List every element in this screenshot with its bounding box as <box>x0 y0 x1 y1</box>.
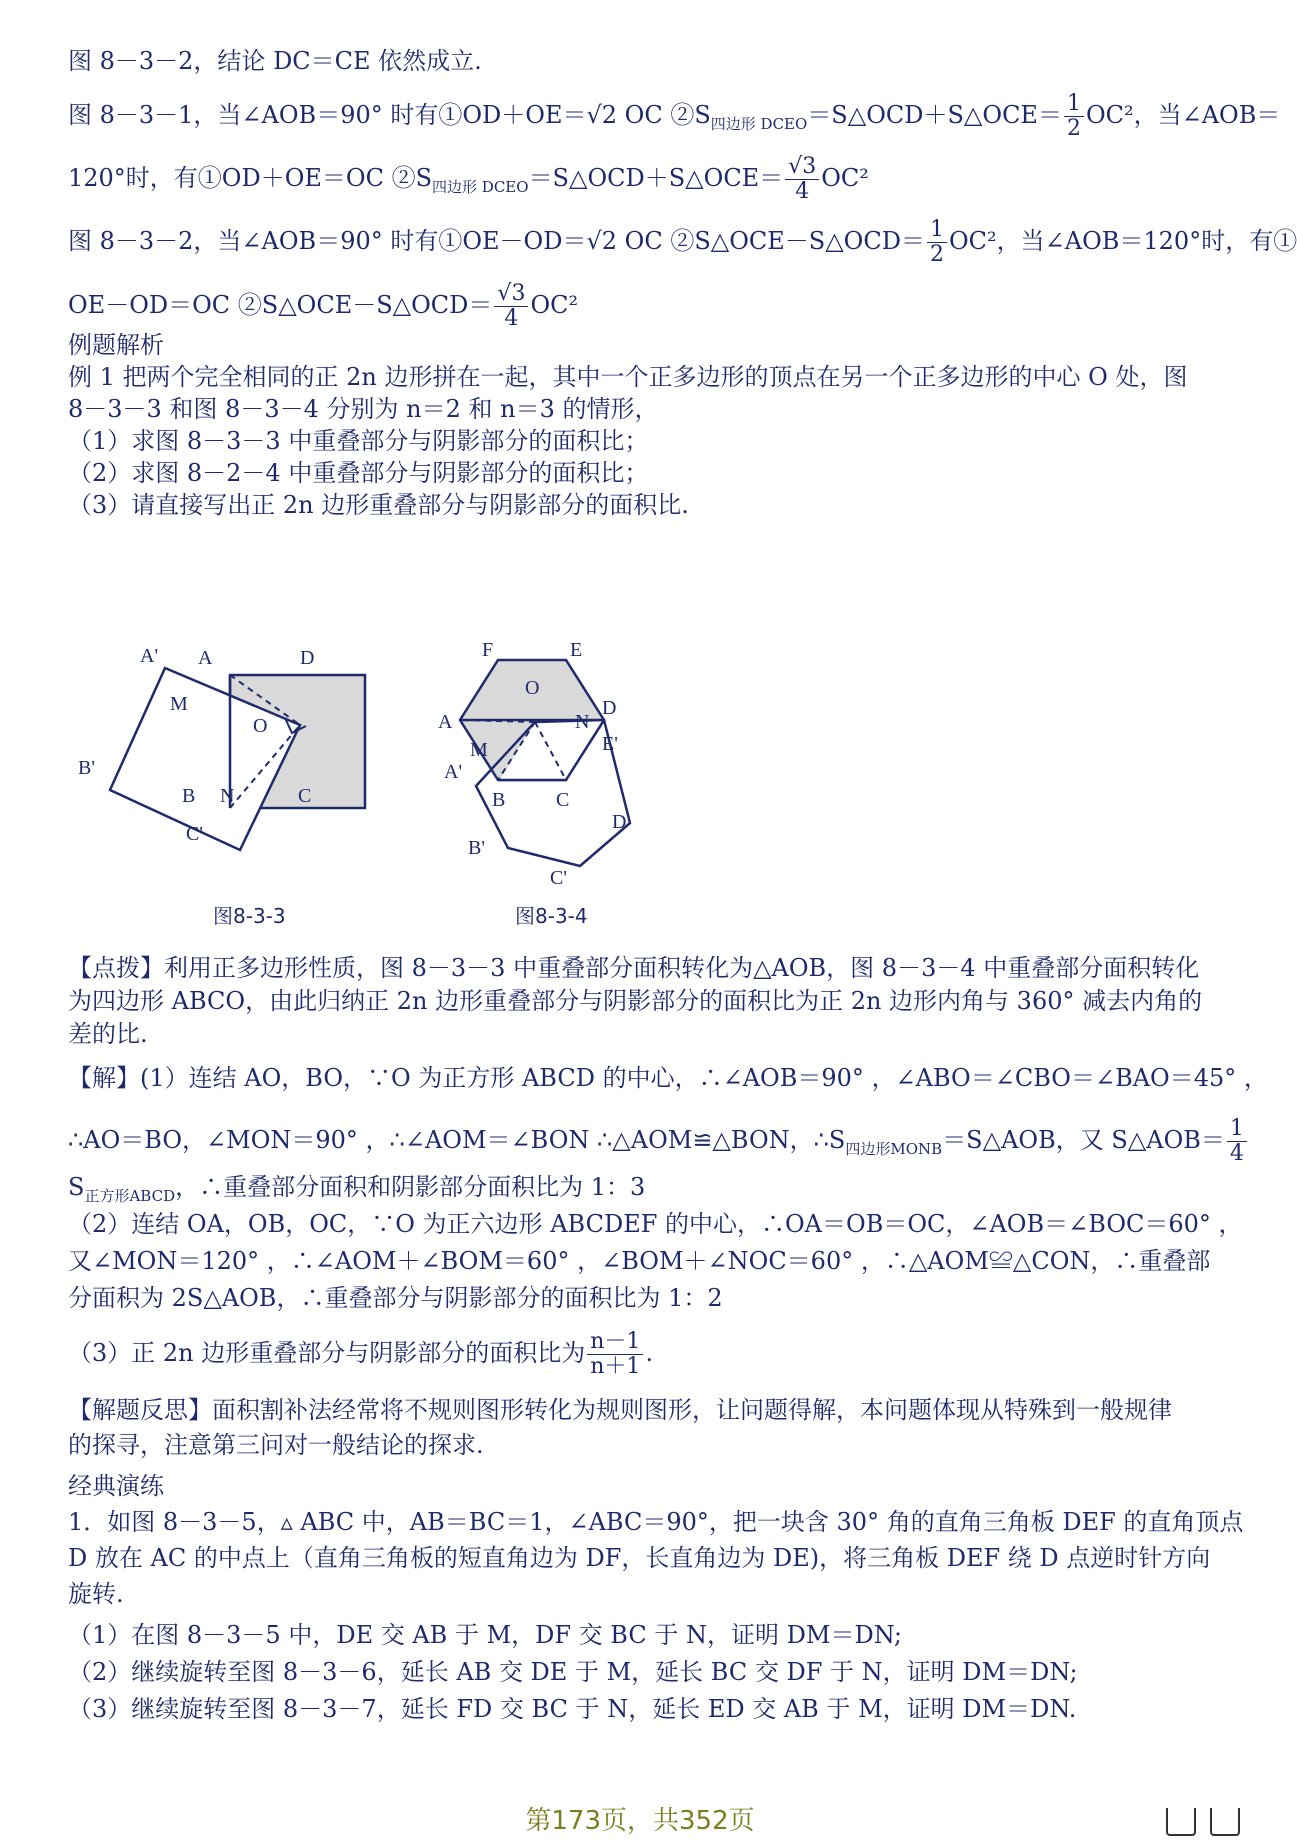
text-line: D 放在 AC 的中点上（直角三角板的短直角边为 DF，长直角边为 DE)，将三角板 DEF 绕 D 点逆时针方向 <box>68 1544 1211 1572</box>
page-view-icon[interactable] <box>1210 1808 1240 1836</box>
label-f: F <box>482 639 494 661</box>
label-d: D <box>300 647 315 669</box>
text-line: 差的比. <box>68 1020 148 1048</box>
label-c-prime: C' <box>186 823 203 845</box>
label-b: B <box>182 785 196 807</box>
fraction: $\frac{n-1}{n+1}$ <box>587 1330 643 1379</box>
text-line: 分面积为 2S△AOB，∴重叠部分与阴影部分的面积比为 1：2 <box>68 1284 723 1312</box>
text-line: $S_{正方形ABCD}$，∴重叠部分面积和阴影部分面积比为 1：3 <box>68 1173 646 1205</box>
text-line: （2）继续旋转至图 8－3－6，延长 AB 交 DE 于 M，延长 BC 交 DF 于 N，证明 DM＝DN; <box>68 1658 1078 1686</box>
text-line: OE－OD＝OC ②S△OCE－S△OCD＝ $\frac{√3}{4}$ OC² <box>68 281 579 331</box>
fraction: $\frac{1}{4}$ <box>1227 1117 1247 1166</box>
text-line: （1）在图 8－3－5 中，DE 交 AB 于 M，DF 交 BC 于 N，证明 DM＝DN; <box>68 1621 902 1649</box>
label-b: B <box>492 789 506 811</box>
label-m: M <box>170 693 188 715</box>
text-line: （3）正 2n 边形重叠部分与阴影部分的面积比为 $\frac{n-1}{n+1}$ . <box>68 1329 654 1379</box>
fraction: $\frac{1}{2}$ <box>1064 92 1084 141</box>
label-o: O <box>525 677 540 699</box>
text-line: 图 8－3－2，当∠AOB＝90° 时有①OE－OD＝√2 OC ②S△OCE－S△OCD＝ $\frac{1}{2}$ OC²，当∠AOB＝120°时，有① <box>68 217 1297 267</box>
label-m: M <box>470 739 488 761</box>
viewer-controls[interactable] <box>1166 1808 1240 1836</box>
text-line: 的探寻，注意第三问对一般结论的探求. <box>68 1431 484 1459</box>
figure-8-3-4 <box>430 638 680 888</box>
label-d: D <box>602 697 617 719</box>
text-line: 1．如图 8－3－5，▵ ABC 中，AB＝BC＝1，∠ABC＝90°，把一块含 30° 角的直角三角板 DEF 的直角顶点 <box>68 1508 1244 1536</box>
label-b-prime: B' <box>468 837 485 859</box>
text-line: 图 8－3－2，结论 DC＝CE 依然成立. <box>68 47 482 75</box>
label-n: N <box>220 785 235 807</box>
label-e: E <box>570 639 583 661</box>
label-a: A <box>438 711 453 733</box>
text-line: 例 1 把两个完全相同的正 2n 边形拼在一起，其中一个正多边形的顶点在另一个正多边形的中心 O 处，图 <box>68 363 1188 391</box>
section-heading: 例题解析 <box>68 331 164 359</box>
text-line: 【点拨】利用正多边形性质，图 8－3－3 中重叠部分面积转化为△AOB，图 8－3－4 中重叠部分面积转化 <box>68 954 1200 982</box>
label-c-prime: C' <box>550 867 567 889</box>
label-c: C <box>298 785 312 807</box>
text-line: 为四边形 ABCO，由此归纳正 2n 边形重叠部分与阴影部分的面积比为正 2n 边形内角与 360° 减去内角的 <box>68 987 1203 1015</box>
label-c: C <box>556 789 570 811</box>
label-e-prime: E' <box>602 733 618 755</box>
fraction: $\frac{√3}{4}$ <box>494 282 528 331</box>
text-line: （3）继续旋转至图 8－3－7，延长 FD 交 BC 于 N，延长 ED 交 AB 于 M，证明 DM＝DN. <box>68 1695 1077 1723</box>
text-line: 8－3－3 和图 8－3－4 分别为 n＝2 和 n＝3 的情形， <box>68 395 659 423</box>
text-line: 图 8－3－1，当∠AOB＝90° 时有①OD＋OE＝√2 OC $②S_{四边形 DCEO}=S\triangle OCD+S\triangle OCE=$ $\frac{1}{2}$ OC²，当∠AOB＝ <box>68 91 1281 141</box>
section-heading: 经典演练 <box>68 1472 164 1500</box>
text-line: （1）求图 8－3－3 中重叠部分与阴影部分的面积比； <box>68 427 649 455</box>
text-line: （2）连结 OA，OB，OC，∵O 为正六边形 ABCDEF 的中心，∴OA＝OB＝OC，∠AOB＝∠BOC＝60° ， <box>68 1210 1243 1238</box>
fraction: $\frac{√3}{4}$ <box>785 155 819 204</box>
text-line: （2）求图 8－2－4 中重叠部分与阴影部分的面积比； <box>68 459 649 487</box>
label-n: N <box>575 711 590 733</box>
label-a-prime: A' <box>140 645 159 667</box>
text-line: 旋转. <box>68 1580 124 1608</box>
label-d-prime: D' <box>612 811 631 833</box>
figure-caption: 图8-3-4 <box>515 904 588 928</box>
text-line: 【解】(1）连结 AO，BO，∵O 为正方形 ABCD 的中心，∴∠AOB＝90° ，∠ABO＝∠CBO＝∠BAO＝45° ， <box>68 1064 1268 1092</box>
text-line: ∴AO＝BO，∠MON＝90° ，∴∠AOM＝∠BON ∴△AOM≌△BON，$\therefore S_{四边形MONB}=S\triangle AOB$，又 S△AOB＝ $\frac{1}{4}$ <box>68 1117 1218 1166</box>
text-line: 又∠MON＝120° ，∴∠AOM＋∠BOM＝60° ，∠BOM＋∠NOC＝60° ，∴△AOM≌△CON，∴重叠部 <box>68 1247 1211 1275</box>
label-b-prime: B' <box>78 757 95 779</box>
page-view-icon[interactable] <box>1166 1808 1196 1836</box>
fraction: $\frac{1}{2}$ <box>927 218 947 267</box>
text-line: 【解题反思】面积割补法经常将不规则图形转化为规则图形，让问题得解，本问题体现从特殊到一般规律 <box>68 1396 1172 1424</box>
figure-caption: 图8-3-3 <box>213 904 286 928</box>
label-a: A <box>198 647 213 669</box>
page-number: 第173页，共352页 <box>525 1806 755 1836</box>
text-line: 120°时，有①OD＋OE＝OC $②S_{四边形 DCEO}=S\triangle OCD+S\triangle OCE=$ $\frac{√3}{4}$ OC² <box>68 154 869 204</box>
label-a-prime: A' <box>444 761 463 783</box>
figure-8-3-3 <box>80 640 400 870</box>
text-line: （3）请直接写出正 2n 边形重叠部分与阴影部分的面积比. <box>68 491 689 519</box>
label-o: O <box>253 715 268 737</box>
